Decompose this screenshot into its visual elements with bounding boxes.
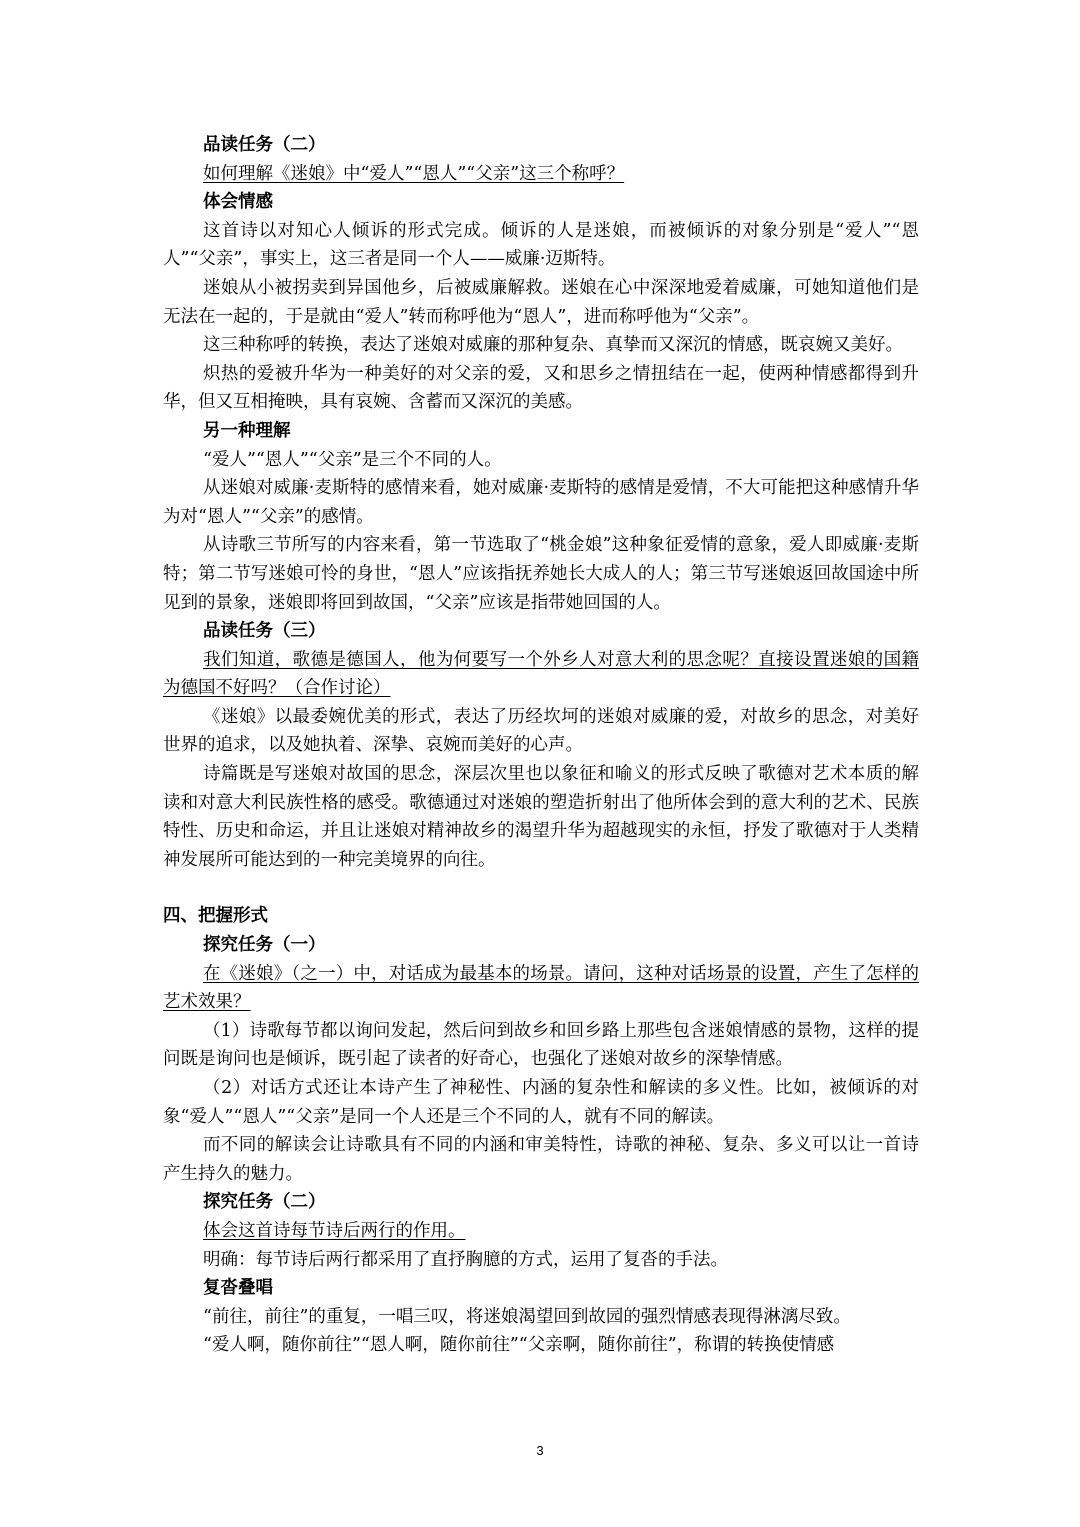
task-3-question-text: 我们知道，歌德是德国人，他为何要写一个外乡人对意大利的思念呢？直接设置迷娘的国籍为德国不好吗？（合作讨论） [163, 649, 919, 699]
repetition-heading: 复沓叠唱 [203, 1278, 273, 1299]
explore-1-paragraph-1: （1）诗歌每节都以询问发起，然后问到故乡和回乡路上那些包含迷娘情感的景物，这样的提问既是询问也是倾诉，既引起了读者的好奇心，也强化了迷娘对故乡的深挚情感。 [163, 1020, 919, 1070]
task-2-question-text: 如何理解《迷娘》中“爱人”“恩人”“父亲”这三个称呼？ [203, 163, 625, 184]
task-2-heading: 品读任务（二） [203, 135, 326, 155]
task-3-paragraph-1: 《迷娘》以最委婉优美的形式，表达了历经坎坷的迷娘对威廉的爱，对故乡的思念，对美好世界的追求，以及她执着、深挚、哀婉而美好的心声。 [163, 706, 919, 756]
explore-1-question-text: 在《迷娘》（之一）中，对话成为最基本的场景。请问，这种对话场景的设置，产生了怎样的艺术效果？ [163, 963, 919, 1013]
feel-heading: 体会情感 [203, 192, 273, 213]
task-3-paragraph-2: 诗篇既是写迷娘对故国的思念，深层次里也以象征和喻义的形式反映了歌德对艺术本质的解读和对意大利民族性格的感受。歌德通过对迷娘的塑造折射出了他所体会到的意大利的艺术、民族特性、历史和命运，并且让迷娘对精神故乡的渴望升华为超越现实的永恒，抒发了歌德对于人类精神发展所可能达到的一种完美境界的向往。 [163, 764, 919, 870]
explore-2-paragraph-1: 明确：每节诗后两行都采用了直抒胸臆的方式，运用了复沓的手法。 [203, 1249, 728, 1270]
explore-2-question-text: 体会这首诗每节诗后两行的作用。 [203, 1220, 466, 1241]
alt-paragraph-2: 从迷娘对威廉·麦斯特的感情来看，她对威廉·麦斯特的感情是爱情，不大可能把这种感情升华为对“恩人”“父亲”的感情。 [163, 478, 919, 527]
task-3-question [163, 646, 919, 703]
feel-paragraph-2: 迷娘从小被拐卖到异国他乡，后被威廉解救。迷娘在心中深深地爱着威廉，可她知道他们是无法在一起的，于是就由“爱人”转而称呼他为“恩人”，进而称呼他为“父亲”。 [163, 277, 919, 327]
feel-paragraph-4: 炽热的爱被升华为一种美好的对父亲的爱，又和思乡之情扭结在一起，使两种情感都得到升华，但又互相掩映，具有哀婉、含蓄而又深沉的美感。 [163, 363, 919, 413]
explore-1-paragraph-2: （2）对话方式还让本诗产生了神秘性、内涵的复杂性和解读的多义性。比如，被倾诉的对象“爱人”“恩人”“父亲”是同一个人还是三个不同的人，就有不同的解读。 [163, 1078, 919, 1127]
document-body [163, 131, 919, 1360]
task-2-question [163, 160, 919, 189]
repetition-paragraph-2: “爱人啊，随你前往”“恩人啊，随你前往”“父亲啊，随你前往”，称谓的转换使情感 [203, 1335, 835, 1356]
task-3-heading: 品读任务（三） [203, 621, 326, 642]
explore-2-question [163, 1217, 919, 1246]
feel-paragraph-3: 这三种称呼的转换，表达了迷娘对威廉的那种复杂、真挚而又深沉的情感，既哀婉又美好。 [203, 335, 903, 356]
alt-heading: 另一种理解 [203, 420, 291, 441]
repetition-paragraph-1: “前往，前往”的重复，一唱三叹，将迷娘渴望回到故园的强烈情感表现得淋漓尽致。 [203, 1306, 851, 1327]
feel-paragraph-1: 这首诗以对知心人倾诉的形式完成。倾诉的人是迷娘，而被倾诉的对象分别是“爱人”“恩人”“父亲”，事实上，这三者是同一个人——威廉·迈斯特。 [163, 220, 919, 270]
section-4-heading: 四、把握形式 [163, 906, 268, 927]
section-spacer [163, 874, 919, 902]
page-number: 3 [536, 1443, 544, 1458]
explore-1-heading: 探究任务（一） [203, 935, 326, 956]
explore-1-paragraph-3: 而不同的解读会让诗歌具有不同的内涵和审美特性，诗歌的神秘、复杂、多义可以让一首诗产生持久的魅力。 [163, 1135, 919, 1184]
alt-paragraph-1: “爱人”“恩人”“父亲”是三个不同的人。 [203, 449, 502, 470]
explore-1-question [163, 960, 919, 1017]
alt-paragraph-3: 从诗歌三节所写的内容来看，第一节选取了“桃金娘”这种象征爱情的意象，爱人即威廉·麦斯特；第二节写迷娘可怜的身世，“恩人”应该指抚养她长大成人的人；第三节写迷娘返回故国途中所见到的景象，迷娘即将回到故国，“父亲”应该是指带她回国的人。 [163, 535, 919, 613]
explore-2-heading: 探究任务（二） [203, 1192, 326, 1213]
